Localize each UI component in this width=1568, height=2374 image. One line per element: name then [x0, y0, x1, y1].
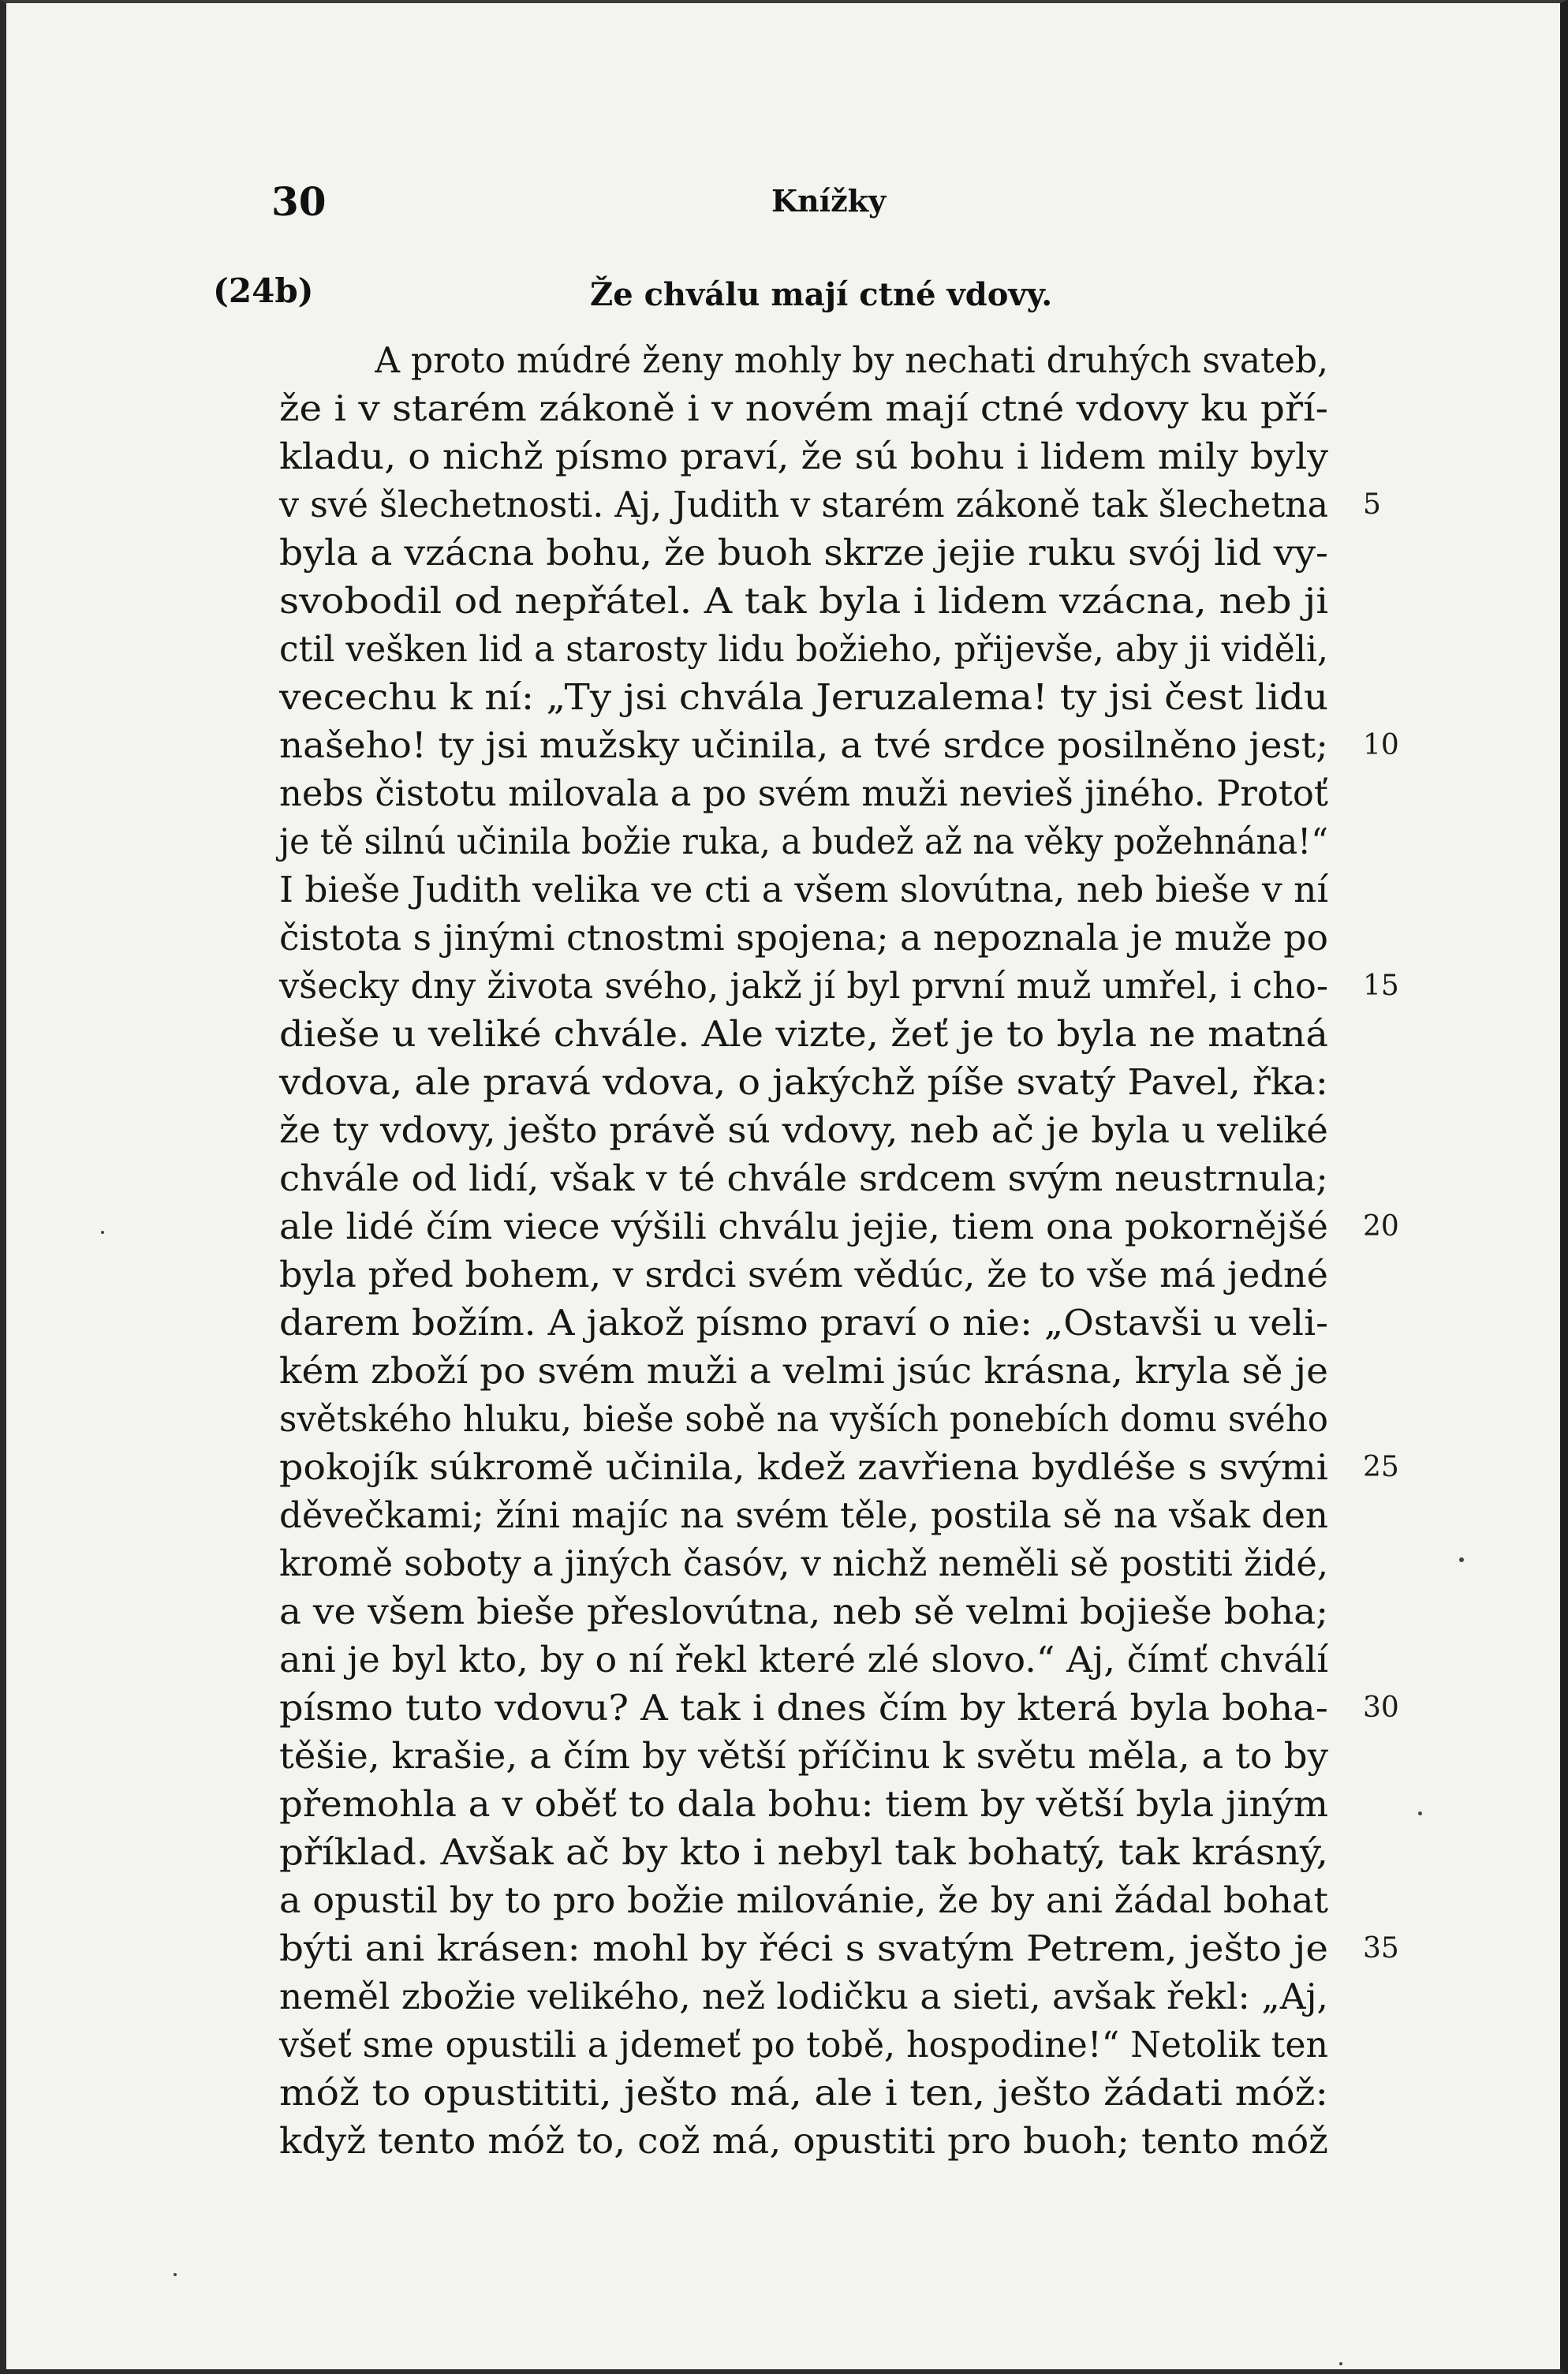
- text-line: [279, 721, 1399, 769]
- line-number: 5: [1363, 488, 1381, 521]
- page-header: [6, 178, 1568, 234]
- text-line: [279, 384, 1352, 432]
- text-line: [279, 336, 1352, 384]
- line-text: našeho! ty jsi mužsky učinila, a tvé srdce posilněno jest;: [279, 724, 1329, 766]
- line-text: ani je byl kto, by o ní řekl které zlé slovo.“ Aj, čímť chválí: [279, 1639, 1329, 1680]
- folio-marker: (24b): [213, 271, 314, 310]
- scan-speck: [1459, 1557, 1464, 1562]
- line-text: přemohla a v oběť to dala bohu: tiem by větší byla jiným: [279, 1783, 1329, 1825]
- text-line: [279, 1539, 1352, 1587]
- text-line: [279, 1154, 1352, 1202]
- text-line: [279, 2117, 1352, 2165]
- text-line: [279, 1780, 1352, 1828]
- scan-speck: [1418, 1811, 1422, 1815]
- text-line: [279, 1251, 1352, 1299]
- line-text: příklad. Avšak ač by kto i nebyl tak bohatý, tak krásný,: [279, 1831, 1329, 1873]
- text-line: [279, 1972, 1352, 2021]
- line-text: těšie, krašie, a čím by větší příčinu k světu měla, a to by: [279, 1735, 1329, 1777]
- line-text: je tě silnú učinila božie ruka, a budež až na věky požehnána!“: [279, 821, 1328, 862]
- section-title: Že chválu mají ctné vdovy.: [590, 276, 1053, 313]
- page-number: 30: [271, 178, 327, 225]
- text-line: [279, 1010, 1352, 1058]
- line-text: čistota s jinými ctnostmi spojena; a nepoznala je muže po: [279, 917, 1329, 959]
- line-text: A proto múdré ženy mohly by nechati druhých svateb,: [375, 339, 1329, 381]
- line-text: že ty vdovy, ješto právě sú vdovy, neb ač je byla u veliké: [279, 1109, 1328, 1151]
- line-text: ale lidé čím viece výšili chválu jejie, tiem ona pokornějšé: [279, 1206, 1328, 1247]
- line-text: chvále od lidí, však v té chvále srdcem svým neustrnula;: [279, 1157, 1328, 1199]
- line-text: nebs čistotu milovala a po svém muži nevieš jiného. Protoť: [279, 772, 1328, 814]
- text-line: [279, 625, 1352, 673]
- line-number: 25: [1363, 1451, 1399, 1483]
- line-text: v své šlechetnosti. Aj, Judith v starém zákoně tak šlechetna: [279, 484, 1329, 525]
- line-text: móž to opustititi, ješto má, ale i ten, ješto žádati móž:: [279, 2072, 1329, 2114]
- text-line: [279, 1732, 1352, 1780]
- text-line: [279, 577, 1352, 625]
- line-text: darem božím. A jakož písmo praví o nie: „Ostavši u veli-: [279, 1302, 1329, 1344]
- line-text: svobodil od nepřátel. A tak byla i lidem vzácna, neb ji: [279, 580, 1329, 622]
- text-line: [279, 2069, 1352, 2117]
- line-text: dieše u veliké chvále. Ale vizte, žeť je to byla ne matná: [279, 1013, 1329, 1055]
- line-text: vecechu k ní: „Ty jsi chvála Jeruzalema! ty jsi čest lidu: [279, 676, 1328, 718]
- text-line: [279, 1491, 1352, 1539]
- line-text: pokojík súkromě učinila, kdež zavřiena bydléše s svými: [279, 1446, 1328, 1488]
- text-line: [279, 1202, 1399, 1251]
- text-line: [279, 1395, 1352, 1443]
- line-text: všecky dny života svého, jakž jí byl první muž umřel, i cho-: [279, 965, 1328, 1007]
- text-line: [279, 817, 1352, 865]
- line-text: že i v starém zákoně i v novém mají ctné vdovy ku pří-: [279, 387, 1328, 429]
- text-line: [279, 1299, 1352, 1347]
- scan-speck: [101, 1231, 104, 1234]
- line-text: a opustil by to pro božie milovánie, že by ani žádal bohat: [279, 1879, 1329, 1921]
- text-line: [279, 769, 1352, 817]
- line-number: 20: [1363, 1210, 1399, 1243]
- scan-speck: [1339, 2362, 1342, 2365]
- line-number: 30: [1363, 1692, 1399, 1724]
- line-text: kladu, o nichž písmo praví, že sú bohu i lidem mily byly: [279, 436, 1328, 477]
- line-text: písmo tuto vdovu? A tak i dnes čím by která byla boha-: [279, 1687, 1328, 1729]
- text-line: [279, 1876, 1352, 1924]
- text-line: [279, 1684, 1399, 1732]
- line-text: býti ani krásen: mohl by řéci s svatým Petrem, ješto je: [279, 1927, 1329, 1969]
- line-text: byla před bohem, v srdci svém vědúc, že to vše má jedné: [279, 1254, 1328, 1295]
- text-line: [279, 1924, 1399, 1972]
- scan-speck: [174, 2273, 177, 2276]
- line-text: děvečkami; žíni majíc na svém těle, postila sě na však den: [279, 1494, 1329, 1536]
- running-head: Knížky: [771, 183, 887, 219]
- text-line: [279, 432, 1352, 480]
- text-line: [279, 1587, 1352, 1636]
- line-text: I bieše Judith velika ve cti a všem slovútna, neb bieše v ní: [279, 869, 1329, 910]
- text-line: [279, 865, 1352, 914]
- text-line: [279, 2021, 1352, 2069]
- line-text: kromě soboty a jiných časóv, v nichž neměli sě postiti židé,: [279, 1542, 1329, 1584]
- text-line: [279, 529, 1352, 577]
- text-line: [279, 1058, 1352, 1106]
- text-line: [279, 962, 1399, 1010]
- section-heading: [6, 271, 1568, 319]
- line-text: a ve všem bieše přeslovútna, neb sě velmi bojieše boha;: [279, 1591, 1329, 1632]
- line-text: neměl zbožie velikého, než lodičku a sieti, avšak řekl: „Aj,: [279, 1976, 1328, 2017]
- text-line: [279, 1443, 1399, 1491]
- line-text: ctil vešken lid a starosty lidu božieho, přijevše, aby ji viděli,: [279, 628, 1328, 670]
- body-text: [279, 336, 1399, 2165]
- text-line: [279, 914, 1352, 962]
- text-line: [279, 480, 1381, 529]
- text-line: [279, 1347, 1352, 1395]
- line-text: kém zboží po svém muži a velmi jsúc krásna, kryla sě je: [279, 1350, 1328, 1392]
- line-text: když tento móž to, což má, opustiti pro buoh; tento móž: [279, 2120, 1328, 2162]
- text-line: [279, 1636, 1352, 1684]
- line-text: všeť sme opustili a jdemeť po tobě, hospodine!“ Netolik ten: [279, 2024, 1328, 2066]
- text-line: [279, 1828, 1352, 1876]
- line-text: byla a vzácna bohu, že buoh skrze jejie ruku svój lid vy-: [279, 532, 1329, 574]
- text-line: [279, 1106, 1352, 1154]
- line-number: 15: [1363, 970, 1399, 1002]
- line-number: 35: [1363, 1932, 1399, 1965]
- line-text: světského hluku, bieše sobě na vyších ponebích domu svého: [279, 1398, 1328, 1440]
- line-text: vdova, ale pravá vdova, o jakýchž píše svatý Pavel, řka:: [279, 1061, 1328, 1103]
- line-number: 10: [1363, 729, 1399, 761]
- text-line: [279, 673, 1352, 721]
